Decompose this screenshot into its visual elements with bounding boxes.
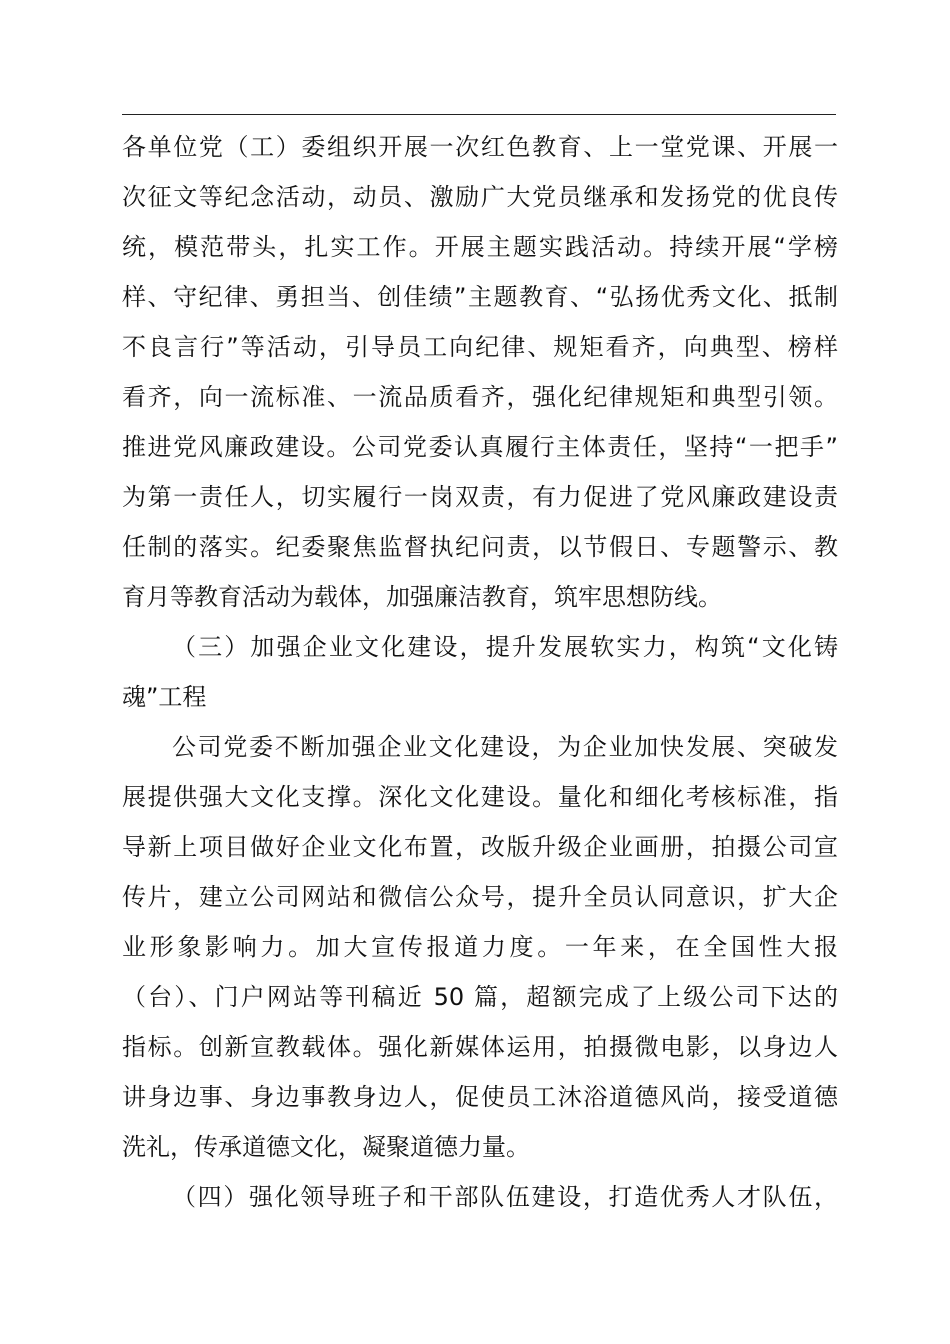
text-line: 展提供强大文化支撑。深化文化建设。量化和细化考核标准，指 (122, 783, 838, 811)
text-line: 样、守纪律、勇担当、创佳绩”主题教育、“弘扬优秀文化、抵制 (122, 283, 838, 311)
text-line: 讲身边事、身边事教身边人，促使员工沐浴道德风尚，接受道德 (122, 1083, 838, 1111)
text-line: 育月等教育活动为载体，加强廉洁教育，筑牢思想防线。 (122, 583, 722, 611)
text-line: 推进党风廉政建设。公司党委认真履行主体责任，坚持“一把手” (122, 433, 838, 461)
text-line: 公司党委不断加强企业文化建设，为企业加快发展、突破发 (172, 733, 838, 761)
text-line: 不良言行”等活动，引导员工向纪律、规矩看齐，向典型、榜样 (122, 333, 838, 361)
document-body (122, 122, 838, 1222)
section-heading-4: （四）强化领导班子和干部队伍建设，打造优秀人才队伍， (172, 1183, 838, 1211)
text-line: 次征文等纪念活动，动员、激励广大党员继承和发扬党的优良传 (122, 183, 838, 211)
text-line: 统，模范带头，扎实工作。开展主题实践活动。持续开展“学榜 (122, 233, 838, 261)
header-rule (122, 114, 836, 115)
section-heading-3-cont: 魂”工程 (122, 683, 207, 711)
text-line: 为第一责任人，切实履行一岗双责，有力促进了党风廉政建设责 (122, 483, 838, 511)
text-line: （台）、门户网站等刊稿近 50 篇，超额完成了上级公司下达的 (122, 983, 838, 1011)
text-line: 洗礼，传承道德文化，凝聚道德力量。 (122, 1133, 530, 1161)
text-line: 看齐，向一流标准、一流品质看齐，强化纪律规矩和典型引领。 (122, 383, 838, 411)
text-line: 任制的落实。纪委聚焦监督执纪问责，以节假日、专题警示、教 (122, 533, 838, 561)
text-line: 传片，建立公司网站和微信公众号，提升全员认同意识，扩大企 (122, 883, 838, 911)
text-line: 各单位党（工）委组织开展一次红色教育、上一堂党课、开展一 (122, 133, 838, 161)
text-line: 指标。创新宣教载体。强化新媒体运用，拍摄微电影，以身边人 (122, 1033, 838, 1061)
text-line: 业形象影响力。加大宣传报道力度。一年来，在全国性大报 (122, 933, 838, 961)
text-line: 导新上项目做好企业文化布置，改版升级企业画册，拍摄公司宣 (122, 833, 838, 861)
section-heading-3: （三）加强企业文化建设，提升发展软实力，构筑“文化铸 (172, 633, 838, 661)
